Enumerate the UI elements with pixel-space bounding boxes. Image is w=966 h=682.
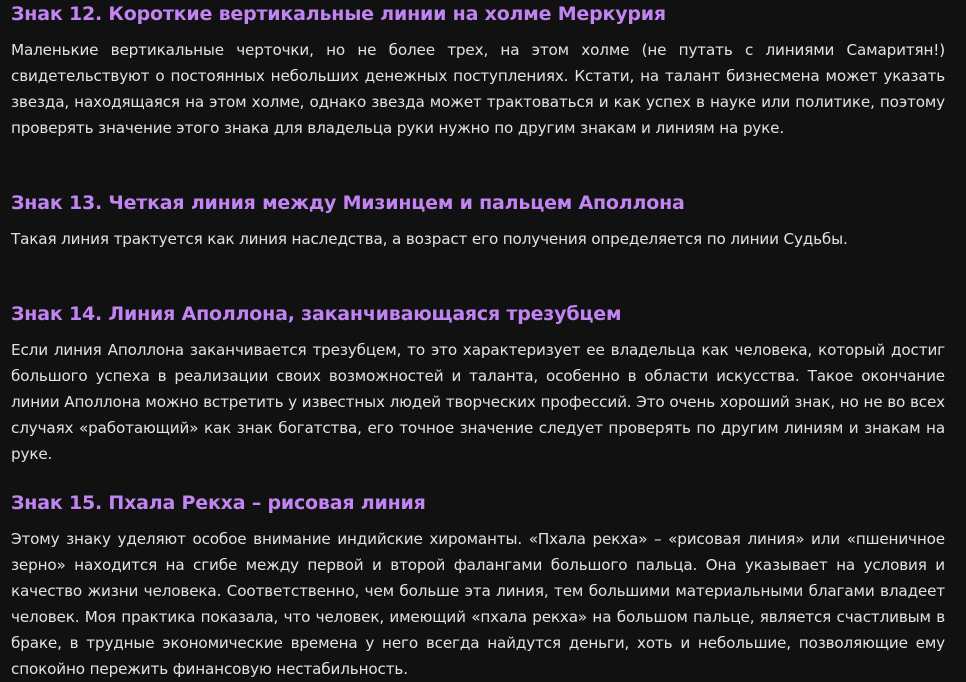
sign-13-heading: Знак 13. Четкая линия между Мизинцем и пальцем Аполлона <box>11 192 685 214</box>
sign-13-text: Такая линия трактуется как линия наследства, а возраст его получения определяется по линии Судьбы. <box>11 230 848 248</box>
sign-12-heading: Знак 12. Короткие вертикальные линии на холме Меркурия <box>11 3 666 25</box>
sign-14-text: Если линия Аполлона заканчивается трезубцем, то это характеризует ее владельца как человека, который достиг большого успеха в реализации своих возможностей и таланта, особенно в области искусства. Такое окончание линии Аполлона можно встретить у известных людей творческих профессий. Это очень хороший знак, но не во всех случаях «работающий» как знак богатства, его точное значение следует проверять по другим линиям и знакам на руке. <box>11 341 945 463</box>
sign-15-text: Этому знаку уделяют особое внимание индийские хироманты. «Пхала рекха» – «рисовая линия» или «пшеничное зерно» находится на сгибе между первой и второй фалангами большого пальца. Она указывает на условия и качество жизни человека. Соответственно, чем больше эта линия, тем большими материальными благами владеет человек. Моя практика показала, что человек, имеющий «пхала рекха» на большом пальце, является счастливым в браке, в трудные экономические времена у него всегда найдутся деньги, хоть и небольшие, позволяющие ему спокойно пережить финансовую нестабильность. <box>11 530 945 678</box>
sign-15-heading: Знак 15. Пхала Рекха – рисовая линия <box>11 492 426 514</box>
sign-12-text: Маленькие вертикальные черточки, но не более трех, на этом холме (не путать с линиями Самаритян!) свидетельствуют о постоянных небольших денежных поступлениях. Кстати, на талант бизнесмена может указать звезда, находящаяся на этом холме, однако звезда может трактоваться и как успех в науке или политике, поэтому проверять значение этого знака для владельца руки нужно по другим знакам и линиям на руке. <box>11 41 945 137</box>
sign-14-heading: Знак 14. Линия Аполлона, заканчивающаяся трезубцем <box>11 303 622 325</box>
